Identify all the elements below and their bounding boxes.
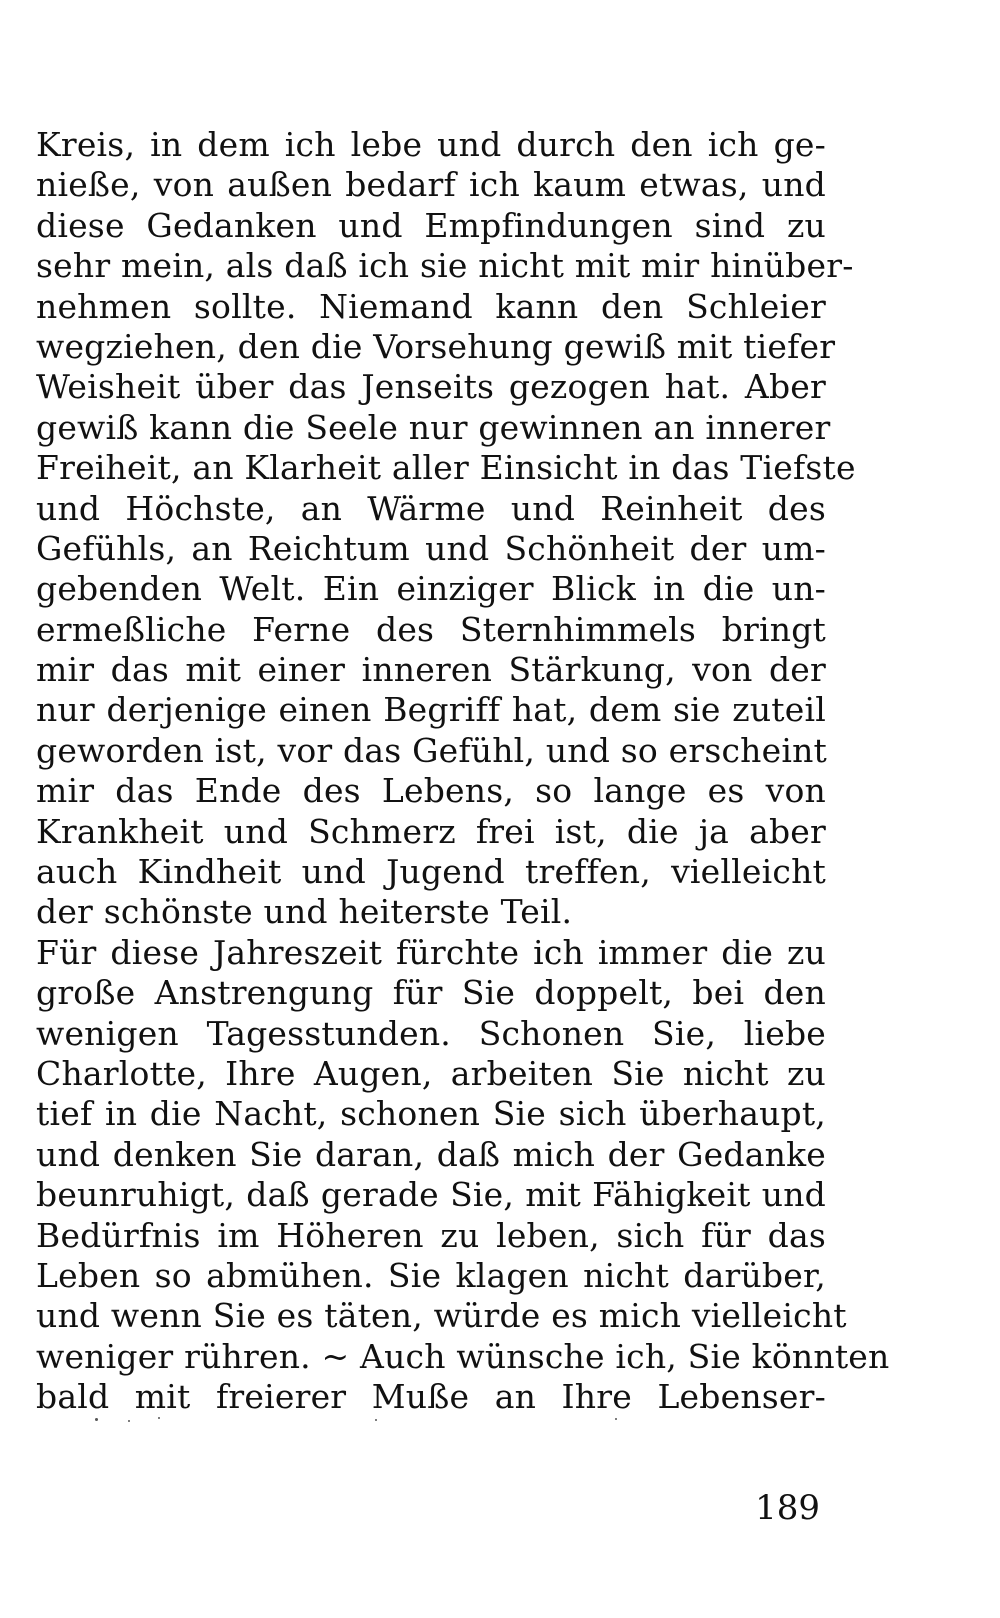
text-line: Für diese Jahreszeit fürchte ich immer die zu [36,932,826,972]
print-speck [615,1418,617,1420]
text-line: der schönste und heiterste Teil. [36,892,573,932]
text-line: und wenn Sie es täten, würde es mich vielleicht [36,1296,847,1336]
text-line: bald mit freierer Muße an Ihre Lebenser- [36,1377,826,1417]
print-speck [158,1417,160,1419]
text-line: sehr mein, als daß ich sie nicht mit mir hinüber- [36,246,854,286]
text-line: gewiß kann die Seele nur gewinnen an innerer [36,407,831,447]
paragraph-2 [36,932,890,1418]
text-line: Bedürfnis im Höheren zu leben, sich für das [36,1215,826,1255]
text-line: diese Gedanken und Empfindungen sind zu [36,205,826,245]
text-line: tief in die Nacht, schonen Sie sich überhaupt, [36,1094,826,1134]
print-speck [95,1418,98,1421]
page-number: 189 [755,1488,820,1528]
print-speck [375,1419,377,1421]
text-line: gebenden Welt. Ein einziger Blick in die un- [36,569,826,609]
body-text [36,125,890,1418]
text-line: Freiheit, an Klarheit aller Einsicht in das Tiefste [36,448,856,488]
print-speck [128,1420,130,1422]
text-line: beunruhigt, daß gerade Sie, mit Fähigkeit und [36,1175,826,1215]
text-line: geworden ist, vor das Gefühl, und so erscheint [36,730,828,770]
text-line: Charlotte, Ihre Augen, arbeiten Sie nicht zu [36,1053,826,1093]
text-line: und Höchste, an Wärme und Reinheit des [36,488,826,528]
text-line: mir das Ende des Lebens, so lange es von [36,771,826,811]
text-line: weniger rühren. ~ Auch wünsche ich, Sie könnten [36,1336,890,1376]
text-line: nur derjenige einen Begriff hat, dem sie zuteil [36,690,826,730]
text-line: auch Kindheit und Jugend treffen, vielleicht [36,852,826,892]
text-line: nehmen sollte. Niemand kann den Schleier [36,286,826,326]
text-line: ermeßliche Ferne des Sternhimmels bringt [36,609,826,649]
paragraph-1 [36,125,856,933]
text-line: mir das mit einer inneren Stärkung, von der [36,650,826,690]
text-line: nieße, von außen bedarf ich kaum etwas, und [36,165,826,205]
text-line: wenigen Tagesstunden. Schonen Sie, liebe [36,1013,826,1053]
text-line: Leben so abmühen. Sie klagen nicht darüber, [36,1255,826,1295]
text-line: Weisheit über das Jenseits gezogen hat. Aber [36,367,826,407]
text-line: Kreis, in dem ich lebe und durch den ich ge- [36,125,826,164]
text-line: große Anstrengung für Sie doppelt, bei den [36,973,826,1013]
text-line: Gefühls, an Reichtum und Schönheit der um- [36,528,826,568]
text-line: wegziehen, den die Vorsehung gewiß mit tiefer [36,326,836,366]
text-line: und denken Sie daran, daß mich der Gedanke [36,1134,826,1174]
text-line: Krankheit und Schmerz frei ist, die ja aber [36,811,826,851]
